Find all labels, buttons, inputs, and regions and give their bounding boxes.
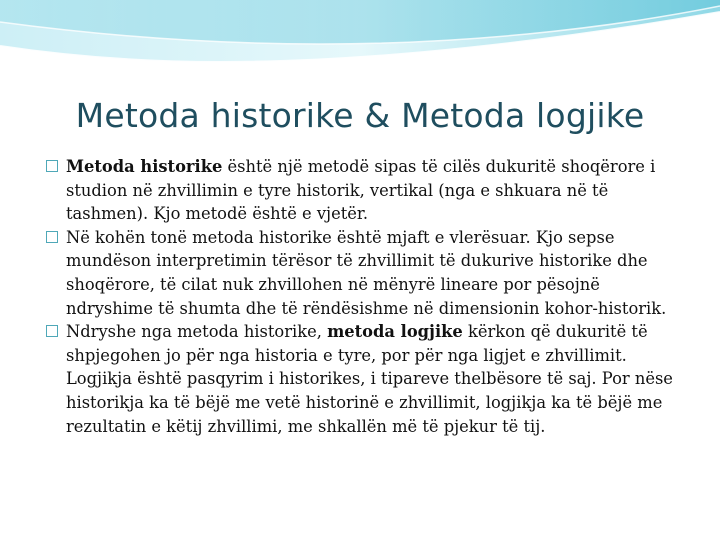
bold-term-logical-method: metoda logjike [327, 322, 463, 342]
square-bullet-icon [46, 231, 58, 243]
bullet-paragraph-valuation [44, 226, 686, 320]
square-bullet-icon [46, 325, 58, 337]
slide-title: Metoda historike & Metoda logjike [75, 96, 645, 135]
header-wave-decoration [0, 0, 720, 80]
bullet-text-before: Ndryshe nga metoda historike, [66, 322, 328, 342]
bullet-text: është një metodë sipas të cilës dukuritë shoqërore i studion në zhvillimin e tyre historik, vertikal (nga e shkuara në të tashmen). Kjo metodë është e vjetër. [66, 157, 656, 224]
bullet-text: Në kohën tonë metoda historike është mjaft e vlerësuar. Kjo sepse mundëson interpretimin tërësor të zhvillimit të dukurive historike dhe shoqërore, të cilat nuk zhvillohen në mënyrë lineare por pësojnë ndryshime të shumta dhe të rëndësishme në dimensionin kohor-historik. [66, 227, 667, 318]
bullet-paragraph-logical-method [44, 320, 686, 438]
slide-body [44, 155, 686, 438]
bullet-text-after: kërkon që dukuritë të shpjegohen jo për nga historia e tyre, por për nga ligjet e zhvillimit. Logjikja është pasqyrim i historikes, i tipareve thelbësore të saj. Por nëse historikja ka të bëjë me vetë historinë e zhvillimit, logjikja ka të bëjë me rezultatin e këtij zhvillimi, me shkallën më të pjekur të tij. [66, 322, 673, 436]
square-bullet-icon [46, 160, 58, 172]
bold-term-historical-method: Metoda historike [66, 157, 223, 176]
bullet-paragraph-historical-method [44, 155, 686, 226]
